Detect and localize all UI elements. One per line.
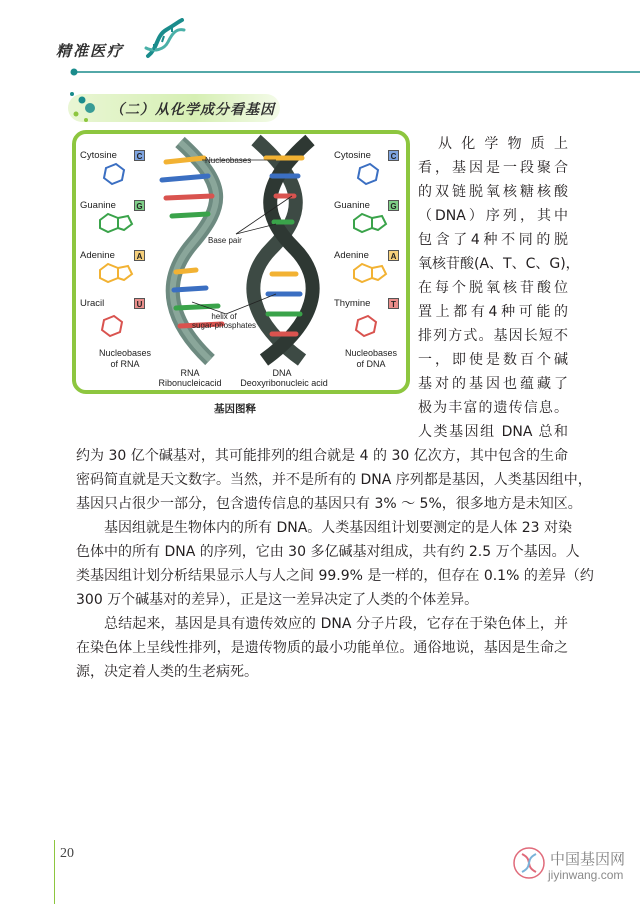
paragraph-line: 氧核苷酸(A、T、C、G)， (418, 256, 580, 272)
header-title: 精准医疗 (56, 42, 125, 60)
paragraph-line: 置上都有4种可能的 (418, 304, 568, 320)
right-base-letter: T (388, 298, 399, 309)
paragraph-line: 在染色体上呈线性排列，是遗传物质的最小功能单位。通俗地说，基因是生命之 (76, 640, 568, 656)
paragraph-line: 人类基因组 DNA 总和 (418, 424, 568, 440)
left-base-name: Cytosine (80, 150, 117, 161)
paragraph-line: 一，即使是数百个碱 (418, 352, 568, 368)
paragraph-line: 基因只占很少一部分，包含遗传信息的基因只有 3% ～ 5%，很多地方是未知区。 (76, 496, 582, 512)
page-number: 20 (60, 846, 74, 861)
nucleobases-pointer-label: Nucleobases (205, 156, 252, 165)
sugar-phosphate-label: helix of sugar-phosphates (192, 312, 257, 330)
paragraph-line: 的双链脱氧核糖核酸 (418, 184, 568, 200)
left-base-name: Adenine (80, 250, 115, 261)
watermark-site-name: 中国基因网 (550, 850, 626, 868)
figure-caption: 基因图释 (214, 403, 256, 415)
right-base-name: Guanine (334, 200, 370, 211)
paragraph-line: 密码简直就是天文数字。当然，并不是所有的 DNA 序列都是基因，人类基因组中， (76, 472, 592, 488)
left-base-letter: G (134, 200, 145, 211)
paragraph-line: 色体中的所有 DNA 的序列，它由 30 多亿碱基对组成，共有约 2.5 万个基因。人 (76, 544, 580, 560)
left-base-letter: A (134, 250, 145, 261)
dna-nucleobases-label: Nucleobases of DNA (344, 348, 398, 369)
section-title: （二）从化学成分看基因 (110, 102, 275, 118)
paragraph-line: 基对的基因也蕴藏了 (418, 376, 568, 392)
paragraph-line: 排列方式。基因长短不 (418, 328, 568, 344)
paragraph-line: 类基因组计划分析结果显示人与人之间 99.9% 是一样的，但存在 0.1% 的差异（约 (76, 568, 594, 584)
paragraph-line: 看，基因是一段聚合 (418, 160, 568, 176)
paragraph-line: 包含了4种不同的脱 (418, 232, 568, 248)
right-base-name: Thymine (334, 298, 371, 309)
dna-helix-icon (142, 18, 186, 62)
left-base-name: Uracil (80, 298, 105, 309)
rna-nucleobases-label: Nucleobases of RNA (98, 348, 152, 369)
paragraph-line: （DNA）序列，其中 (418, 208, 568, 224)
paragraph-line: 极为丰富的遗传信息。 (418, 400, 568, 416)
paragraph-line: 约为 30 亿个碱基对，其可能排列的组合就是 4 的 30 亿次方，其中包含的生命 (76, 448, 568, 464)
paragraph-line: 在每个脱氧核苷酸位 (418, 280, 568, 296)
paragraph-line: 总结起来，基因是具有遗传效应的 DNA 分子片段，它存在于染色体上，并 (104, 616, 568, 632)
rna-full-label: Ribonucleicacid (158, 378, 222, 388)
dna-label: DNA (272, 368, 292, 378)
right-base-letter: A (388, 250, 399, 261)
right-base-name: Cytosine (334, 150, 371, 161)
rna-label: RNA (180, 368, 200, 378)
left-base-letter: U (134, 298, 145, 309)
right-base-name: Adenine (334, 250, 369, 261)
left-base-name: Guanine (80, 200, 116, 211)
paragraph-line: 源，决定着人类的生老病死。 (76, 664, 258, 680)
section-bullet-icon (60, 88, 108, 128)
base-pair-label: Base pair (208, 236, 242, 245)
footer-rule (54, 840, 55, 904)
paragraph-line: 从化学物质上 (438, 136, 568, 152)
paragraph-line: 基因组就是生物体内的所有 DNA。人类基因组计划要测定的是人体 23 对染 (104, 520, 572, 536)
right-base-letter: G (388, 200, 399, 211)
paragraph-line: 300 万个碱基对的差异），正是这一差异决定了人类的个体差异。 (76, 592, 479, 608)
right-base-letter: C (388, 150, 399, 161)
dna-full-label: Deoxyribonucleic acid (240, 378, 328, 388)
watermark-url: jiyinwang.com (548, 868, 624, 882)
left-base-letter: C (134, 150, 145, 161)
watermark-logo-icon (512, 846, 546, 880)
